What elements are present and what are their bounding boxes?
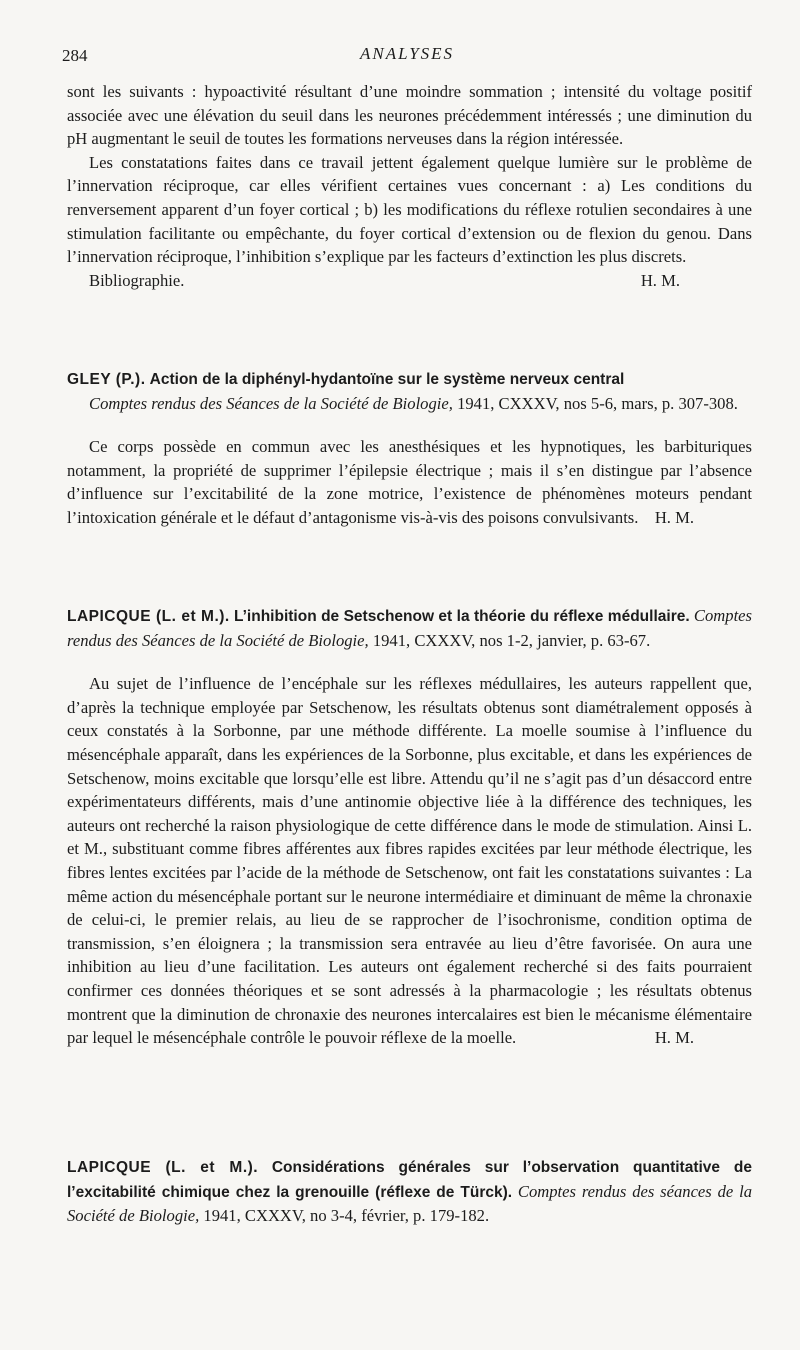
page-number: 284	[62, 46, 88, 65]
bibliography-line	[67, 269, 752, 293]
intro-paragraph-2: Les constatations faites dans ce travail jettent également quelque lumière sur le problème de l’innervation réciproque, car elles vérifient certaines vues concernant : a) Les conditions du renversement apparent d’un foyer cortical ; b) les modifications du réflexe rotulien secondaires à une stimulation facilitante ou empêchante, du foyer cortical d’extension ou de flexion du genou. Dans l’innervation réciproque, l’inhibition s’explique par les facteurs d’extinction les plus discrets.	[67, 152, 752, 267]
intro-paragraph-1: sont les suivants : hypoactivité résultant d’une moindre sommation ; intensité du voltage positif associée avec une élévation du seuil dans les neurones précédemment intéressés ; une diminution du pH augmentant le seuil de toutes les formations nerveuses dans la région intéressée.	[67, 82, 752, 149]
article-title: L’inhibition de Setschenow et la théorie du réflexe médullaire.	[234, 608, 690, 625]
reference-header	[67, 1155, 752, 1228]
journal-name: Comptes rendus des Séances de la Société de Biologie,	[89, 393, 453, 413]
reference-header	[67, 604, 752, 652]
page-header	[62, 44, 752, 70]
author: LAPICQUE (L. et M.).	[67, 608, 230, 625]
signature: H. M.	[654, 507, 694, 527]
journal-name: Comptes rendus des Séances de la Société de Biologie,	[67, 606, 752, 650]
entry-gley	[67, 367, 752, 530]
intro-section	[67, 80, 752, 292]
bibliography-label: Bibliographie.	[89, 270, 185, 290]
reference-header	[67, 367, 752, 415]
author: GLEY (P.).	[67, 371, 146, 388]
citation-details: 1941, CXXXV, no 3-4, février, p. 179-182.	[203, 1206, 490, 1226]
article-title: Considérations générales sur l’observation quantitative de l’excitabilité chimique chez la grenouille (réflexe de Türck).	[67, 1159, 752, 1201]
signature: H. M.	[640, 270, 680, 290]
entry-lapicque-1	[67, 604, 752, 1050]
citation-details: 1941, CXXXV, nos 1-2, janvier, p. 63-67.	[372, 630, 651, 650]
article-title: Action de la diphényl-hydantoïne sur le système nerveux central	[149, 371, 625, 388]
signature: H. M.	[654, 1028, 694, 1048]
abstract-body: Au sujet de l’influence de l’encéphale sur les réflexes médullaires, les auteurs rappellent que, d’après la technique employée par Setschenow, les résultats obtenus sont diamétralement opposés à ceux constatés à la Sorbonne, par une méthode différente. La moelle soumise à l’influence du mésencéphale apparaît, dans les expériences de la Sorbonne, plus excitable, et dans les expériences de Setschenow, moins excitable que lorsqu’elle est libre. Attendu qu’il ne s’agit pas d’un désaccord entre expérimentateurs différents, mais d’une antinomie objective liée à la différence des techniques, les auteurs ont recherché la raison physiologique de cette différence dans le mode de stimulation. Ainsi L. et M., substituant comme fibres afférentes aux fibres rapides excitées par leur méthode électrique, les fibres lentes excitées par l’acide de la méthode de Setschenow, ont fait les constatations suivantes : La même action du mésencéphale portant sur le neurone intermédiaire et diminuant de même la chronaxie de celui-ci, le premier relais, au lieu de se rapprocher de l’isochronisme, condition optima de transmission, s’en éloignera ; la transmission sera entravée au lieu d’être favorisée. On aura une inhibition au lieu d’une facilitation. Les auteurs ont également recherché si des faits pourraient confirmer ces données théoriques et se sont adressés à la pharmacologie ; les résultats obtenus montrent que la diminution de chronaxie des neurones intercalaires est bien le mécanisme élémentaire par lequel le mésencéphale contrôle le pouvoir réflexe de la moelle.	[67, 674, 752, 1048]
running-title: ANALYSES	[359, 44, 455, 63]
citation-details: 1941, CXXXV, nos 5-6, mars, p. 307-308.	[457, 393, 738, 413]
author: LAPICQUE (L. et M.).	[67, 1159, 259, 1176]
journal-name: Comptes rendus des séances de la Société de Biologie,	[67, 1181, 752, 1226]
abstract-body: Ce corps possède en commun avec les anesthésiques et les hypnotiques, les barbituriques notamment, la propriété de supprimer l’épilepsie électrique ; mais il s’en distingue par l’absence d’influence sur l’excitabilité de la zone motrice, l’existence de phénomènes moteurs pendant l’intoxication générale et le défaut d’antagonisme vis-à-vis des poisons convulsivants.	[67, 437, 752, 527]
entry-lapicque-2	[67, 1155, 752, 1228]
